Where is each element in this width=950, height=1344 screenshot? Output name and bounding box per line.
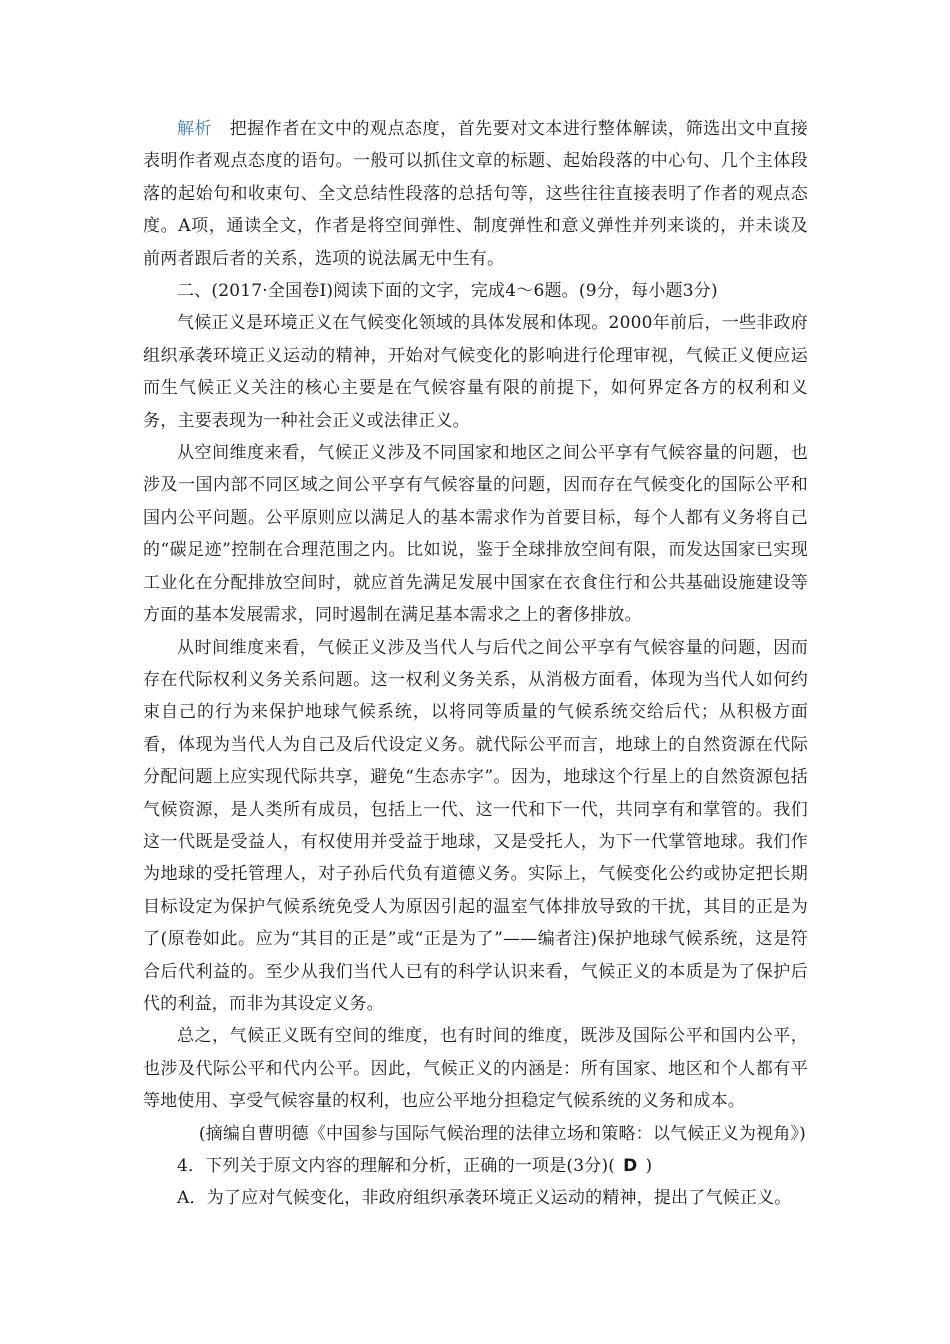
question-stem: 4．下列关于原文内容的理解和分析，正确的一项是(3分)( bbox=[177, 1156, 616, 1176]
question-close: ) bbox=[645, 1156, 653, 1176]
analysis-text: 把握作者在文中的观点态度，首先要对文本进行整体解读，筛选出文中直接表明作者观点态度的语句。一般可以抓住文章的标题、起始段落的中心句、几个主体段落的起始句和收束句、全文总结性段落的总括句等，这些往往直接表明了作者的观点态度。A项，通读全文，作者是将空间弹性、制度弹性和意义弹性并列来谈的，并未谈及前两者跟后者的关系，选项的说法属无中生有。 bbox=[143, 119, 808, 269]
option-a: A．为了应对气候变化，非政府组织承袭环境正义运动的精神，提出了气候正义。 bbox=[177, 1188, 792, 1209]
document-page bbox=[143, 113, 808, 1215]
passage-paragraph-1: 气候正义是环境正义在气候变化领域的具体发展和体现。2000年前后，一些非政府组织承袭环境正义运动的精神，开始对气候变化的影响进行伦理审视，气候正义便应运而生气候正义关注的核心主要是在气候容量有限的前提下，如何界定各方的权利和义务，主要表现为一种社会正义或法律正义。 bbox=[143, 313, 808, 431]
source-citation: (摘编自曹明德《中国参与国际气候治理的法律立场和策略：以气候正义为视角》) bbox=[198, 1123, 806, 1144]
passage-paragraph-2: 从空间维度来看，气候正义涉及不同国家和地区之间公平享有气候容量的问题，也涉及一国内部不同区域之间公平享有气候容量的问题，因而存在气候变化的国际公平和国内公平问题。公平原则应以满足人的基本需求作为首要目标，每个人都有义务将自己的“碳足迹”控制在合理范围之内。比如说，鉴于全球排放空间有限，而发达国家已实现工业化在分配排放空间时，就应首先满足发展中国家在衣食住行和公共基础设施建设等方面的基本发展需求，同时遏制在满足基本需求之上的奢侈排放。 bbox=[143, 443, 808, 626]
answer-letter: D bbox=[623, 1156, 638, 1176]
analysis-label: 解析 bbox=[177, 119, 213, 139]
passage-paragraph-4: 总之，气候正义既有空间的维度，也有时间的维度，既涉及国际公平和国内公平，也涉及代际公平和代内公平。因此，气候正义的内涵是：所有国家、地区和个人都有平等地使用、享受气候容量的权利，也应公平地分担稳定气候系统的义务和成本。 bbox=[143, 1026, 808, 1112]
analysis-paragraph bbox=[143, 113, 808, 275]
question-4 bbox=[143, 1150, 808, 1182]
section-heading: 二、(2017·全国卷Ⅰ)阅读下面的文字，完成4～6题。(9分，每小题3分) bbox=[177, 281, 718, 302]
passage-paragraph-3: 从时间维度来看，气候正义涉及当代人与后代之间公平享有气候容量的问题，因而存在代际权利义务关系问题。这一权利义务关系，从消极方面看，体现为当代人如何约束自己的行为来保护地球气候系统，以将同等质量的气候系统交给后代；从积极方面看，体现为当代人为自己及后代设定义务。就代际公平而言，地球上的自然资源在代际分配问题上应实现代际共享，避免“生态赤字”。因为，地球这个行星上的自然资源包括气候资源，是人类所有成员，包括上一代、这一代和下一代，共同享有和掌管的。我们这一代既是受益人，有权使用并受益于地球，又是受托人，为下一代掌管地球。我们作为地球的受托管理人，对子孙后代负有道德义务。实际上，气候变化公约或协定把长期目标设定为保护气候系统免受人为原因引起的温室气体排放导致的干扰，其目的正是为了(原卷如此。应为“其目的正是”或“正是为了”——编者注)保护地球气候系统，这是符合后代利益的。至少从我们当代人已有的科学认识来看，气候正义的本质是为了保护后代的利益，而非为其设定义务。 bbox=[143, 637, 808, 1014]
